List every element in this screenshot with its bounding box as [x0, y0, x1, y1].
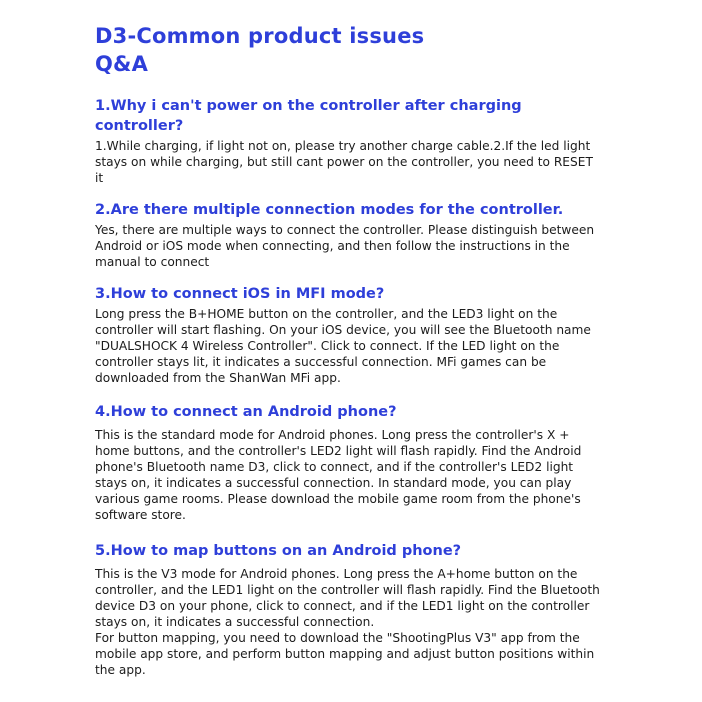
faq-answer: This is the V3 mode for Android phones. Long press the A+home button on the controller, and the LED1 light on the controller will flash rapidly. Find the Bluetooth device D3 on your phone, click to connect, and if the LED1 light on the controller stays on, it indicates a successful connection. [95, 567, 600, 629]
faq-question: 3.How to connect iOS in MFI mode? [95, 286, 385, 302]
faq-question: 2.Are there multiple connection modes for the controller. [95, 202, 564, 218]
faq-answer: Long press the B+HOME button on the controller, and the LED3 light on the controller will start flashing. On your iOS device, you will see the Bluetooth name "DUALSHOCK 4 Wireless Controller". Click to connect. If the LED light on the controller stays lit, it indicates a successful connection. MFi games can be downloaded from the ShanWan MFi app. [95, 307, 591, 385]
faq-item-5 [95, 541, 600, 678]
document-title: D3-Common product issues [95, 24, 425, 48]
faq-answer: This is the standard mode for Android phones. Long press the controller's X + home buttons, and the controller's LED2 light will flash rapidly. Find the Android phone's Bluetooth name D3, click to connect, and if the controller's LED2 light stays on, it indicates a successful connection. In standard mode, you can play various game rooms. Please download the mobile game room from the phone's software store. [95, 428, 582, 522]
faq-answer: 1.While charging, if light not on, please try another charge cable.2.If the led light stays on while charging, but still cant power on the controller, you need to RESET it [95, 139, 593, 185]
document-page [95, 22, 600, 678]
faq-question: 1.Why i can't power on the controller after charging controller? [95, 98, 522, 134]
faq-answer-extra: For button mapping, you need to download the "ShootingPlus V3" app from the mobile app store, and perform button mapping and adjust button positions within the app. [95, 631, 595, 677]
faq-item-2 [95, 200, 600, 270]
faq-answer: Yes, there are multiple ways to connect the controller. Please distinguish between Android or iOS mode when connecting, and then follow the instructions in the manual to connect [95, 223, 595, 269]
faq-question: 5.How to map buttons on an Android phone? [95, 543, 462, 559]
document-subtitle: Q&A [95, 52, 149, 76]
faq-item-4 [95, 402, 600, 523]
faq-question: 4.How to connect an Android phone? [95, 404, 397, 420]
faq-item-1 [95, 96, 600, 186]
faq-item-3 [95, 284, 600, 386]
